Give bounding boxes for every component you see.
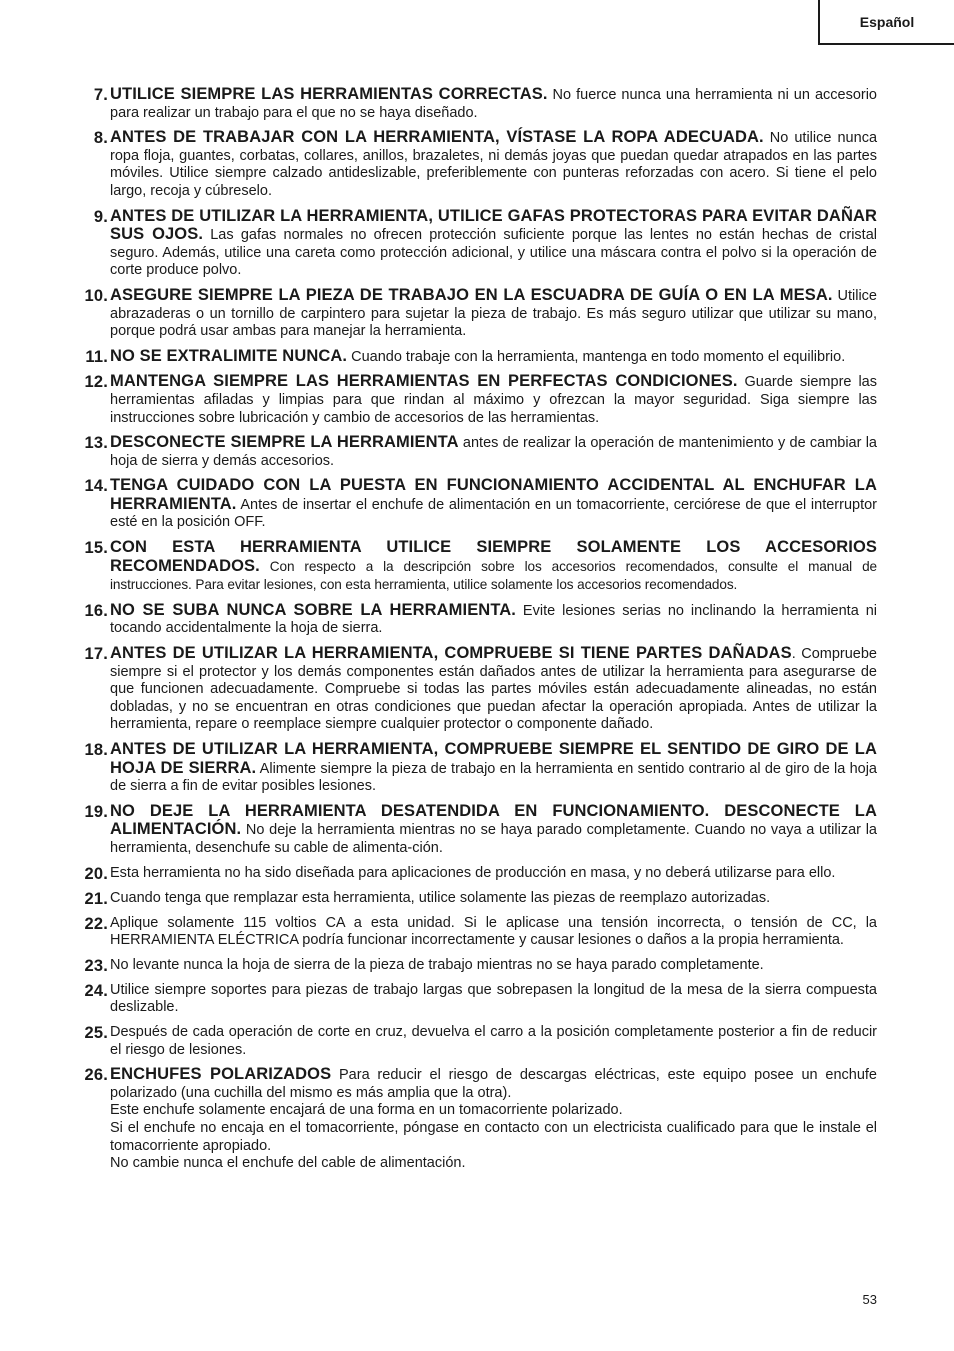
list-item xyxy=(72,129,877,200)
item-number: 25. xyxy=(84,1023,108,1042)
list-item xyxy=(72,803,877,858)
list-item xyxy=(72,982,877,1017)
item-number: 15. xyxy=(84,539,108,558)
item-text: Evite lesiones serias no inclinando la herramienta ni tocando accidentalmente la hoja de sierra. xyxy=(110,602,877,637)
item-heading: ENCHUFES POLARIZADOS xyxy=(110,1065,332,1084)
item-heading: ASEGURE SIEMPRE LA PIEZA DE TRABAJO EN LA ESCUADRA DE GUÍA O EN LA MESA. xyxy=(110,285,833,304)
item-heading: ANTES DE UTILIZAR LA HERRAMIENTA, UTILICE GAFAS PROTECTORAS PARA EVITAR DAÑAR SUS OJOS. xyxy=(110,206,877,244)
list-item xyxy=(72,434,877,470)
item-number: 11. xyxy=(85,347,108,366)
item-number: 17. xyxy=(84,645,108,664)
item-text: Cuando tenga que remplazar esta herramienta, utilice solamente las piezas de reemplazo autorizadas. xyxy=(110,889,771,906)
item-text: Cuando trabaje con la herramienta, mantenga en todo momento el equilibrio. xyxy=(347,348,846,365)
item-text: Guarde siempre las herramientas afiladas y limpias para que rindan al máximo y ofrezcan la mayor seguridad. Siga siempre las instrucciones sobre lubricación y cambio de accesorios de las herramientas. xyxy=(110,374,877,426)
item-number: 7. xyxy=(93,86,108,104)
item-number: 22. xyxy=(84,914,108,933)
item-text: Utilice abrazaderas o un tornillo de carpintero para sujetar la pieza de trabajo. Es más seguro utilizar que utilizar su mano, porque podrá usar ambas para manejar la herramienta. xyxy=(110,287,877,340)
list-item xyxy=(72,348,877,367)
item-heading: NO SE EXTRALIMITE NUNCA. xyxy=(110,346,348,365)
item-number: 13. xyxy=(84,434,108,453)
item-paragraph: No cambie nunca el enchufe del cable de alimentación. xyxy=(110,1155,466,1172)
item-number: 18. xyxy=(84,741,108,759)
item-heading: ANTES DE TRABAJAR CON LA HERRAMIENTA, VÍSTASE LA ROPA ADECUADA. xyxy=(110,128,764,147)
item-paragraph: Si el enchufe no encaja en el tomacorriente, póngase en contacto con un electricista cualificado para que le instale el tomacorriente apropiado. xyxy=(110,1119,877,1154)
item-number: 9. xyxy=(93,207,108,226)
item-heading: UTILICE SIEMPRE LAS HERRAMIENTAS CORRECTAS. xyxy=(110,85,548,103)
list-item xyxy=(72,645,877,734)
item-text: No utilice nunca ropa floja, guantes, corbatas, collares, anillos, brazaletes, ni demás joyas que puedan quedar atrapados en las partes móviles. Utilice siempre calzado antideslizable, preferiblemente con punteras reforzadas con acero. Si tiene el pelo largo, recoja y cúbreselo. xyxy=(110,130,878,199)
item-text: Las gafas normales no ofrecen protección suficiente porque las lentes no están hechas de cristal seguro. Además, utilice una careta como protección adicional, y utilice una máscara contra el polvo si la operación de corte produce polvo. xyxy=(110,227,877,279)
item-text: No fuerce nunca una herramienta ni un accesorio para realizar un trabajo para el que no se haya diseñado. xyxy=(110,87,877,121)
item-text: antes de realizar la operación de mantenimiento y de cambiar la hoja de sierra y demás accesorios. xyxy=(110,435,877,469)
list-item xyxy=(72,287,877,341)
list-item xyxy=(72,890,877,908)
item-text: No levante nunca la hoja de sierra de la pieza de trabajo mientras no se haya parado completamente. xyxy=(110,956,764,973)
language-label: Español xyxy=(859,13,915,30)
item-number: 21. xyxy=(84,889,108,908)
language-tab xyxy=(818,0,954,45)
item-number: 24. xyxy=(84,981,108,1000)
list-item xyxy=(72,208,877,280)
item-heading: NO SE SUBA NUNCA SOBRE LA HERRAMIENTA. xyxy=(110,600,516,619)
item-heading: DESCONECTE SIEMPRE LA HERRAMIENTA xyxy=(110,433,459,452)
item-heading: NO DEJE LA HERRAMIENTA DESATENDIDA EN FUNCIONAMIENTO. DESCONECTE LA ALIMENTACIÓN. xyxy=(110,801,877,839)
item-text: Aplique solamente 115 voltios CA a esta unidad. Si le aplicase una tensión incorrecta, o tensión de CC, la HERRAMIENTA ELÉCTRICA podría funcionar incorrectamente y causar lesiones o daños a la propia herramienta. xyxy=(110,914,877,949)
list-item xyxy=(72,865,877,883)
item-text: Utilice siempre soportes para piezas de trabajo largas que sobrepasen la longitud de la mesa de la sierra compuesta deslizable. xyxy=(110,981,877,1016)
item-number: 8. xyxy=(93,129,108,148)
item-heading: TENGA CUIDADO CON LA PUESTA EN FUNCIONAMIENTO ACCIDENTAL AL ENCHUFAR LA HERRAMIENTA. xyxy=(110,476,877,513)
list-item xyxy=(72,1066,877,1173)
list-item xyxy=(72,957,877,975)
list-item xyxy=(72,602,877,638)
list-item xyxy=(72,915,877,950)
item-number: 14. xyxy=(84,477,108,496)
item-text: Para reducir el riesgo de descargas eléctricas, este equipo posee un enchufe polarizado (una cuchilla del mismo es más amplia que la otra). xyxy=(110,1067,877,1101)
item-text: No deje la herramienta mientras no se haya parado completamente. Cuando no vaya a utilizar la herramienta, desenchufe su cable de alimenta-ción. xyxy=(110,822,877,856)
list-item xyxy=(72,477,877,532)
item-text: Alimente siempre la pieza de trabajo en la herramienta en sentido contrario al de giro de la hoja de sierra a fin de evitar posibles lesiones. xyxy=(110,760,877,795)
item-number: 20. xyxy=(84,864,108,883)
item-text: Antes de insertar el enchufe de alimentación en un tomacorriente, cerciórese de que el interruptor esté en la posición OFF. xyxy=(110,496,877,531)
item-number: 23. xyxy=(84,956,108,975)
item-heading: MANTENGA SIEMPRE LAS HERRAMIENTAS EN PERFECTAS CONDICIONES. xyxy=(110,372,738,391)
item-paragraph: Este enchufe solamente encajará de una forma en un tomacorriente polarizado. xyxy=(110,1102,623,1119)
item-number: 26. xyxy=(84,1066,108,1085)
item-heading: ANTES DE UTILIZAR LA HERRAMIENTA, COMPRUEBE SIEMPRE EL SENTIDO DE GIRO DE LA HOJA DE SIERRA. xyxy=(110,740,877,777)
list-item xyxy=(72,539,877,595)
item-text: Con respecto a la descripción sobre los accesorios recomendados, consulte el manual de instrucciones. Para evitar lesiones, con esta herramienta, utilice solamente los accesorios recomendados. xyxy=(110,558,877,593)
item-text: Después de cada operación de corte en cruz, devuelva el carro a la posición completamente posterior a fin de reducir el riesgo de lesiones. xyxy=(110,1023,877,1058)
item-number: 12. xyxy=(84,373,108,392)
list-item xyxy=(72,1024,877,1059)
page-number: 53 xyxy=(862,1292,877,1307)
item-heading: ANTES DE UTILIZAR LA HERRAMIENTA, COMPRUEBE SI TIENE PARTES DAÑADAS xyxy=(110,644,792,663)
item-number: 19. xyxy=(84,802,108,821)
item-number: 10. xyxy=(84,286,108,305)
item-heading: CON ESTA HERRAMIENTA UTILICE SIEMPRE SOLAMENTE LOS ACCESORIOS RECOMENDADOS. xyxy=(110,538,877,575)
list-item xyxy=(72,86,877,122)
list-item xyxy=(72,741,877,796)
item-number: 16. xyxy=(84,601,108,620)
item-text: . Compruebe siempre si el protector y los demás componentes están dañados antes de utilizar la herramienta para asegurarse de que funcionen adecuadamente. Compruebe si todas las partes móviles están adecuadamente alineadas, no están dobladas, y no se encuentran en otras condiciones que puedan afectar la operación apropiada. Antes de utilizar la herramienta, repare o reemplace siempre cualquier protector o componente dañado. xyxy=(110,646,878,733)
safety-rules-list xyxy=(72,86,877,1180)
list-item xyxy=(72,373,877,427)
item-text: Esta herramienta no ha sido diseñada para aplicaciones de producción en masa, y no deberá utilizarse para ello. xyxy=(110,864,836,881)
